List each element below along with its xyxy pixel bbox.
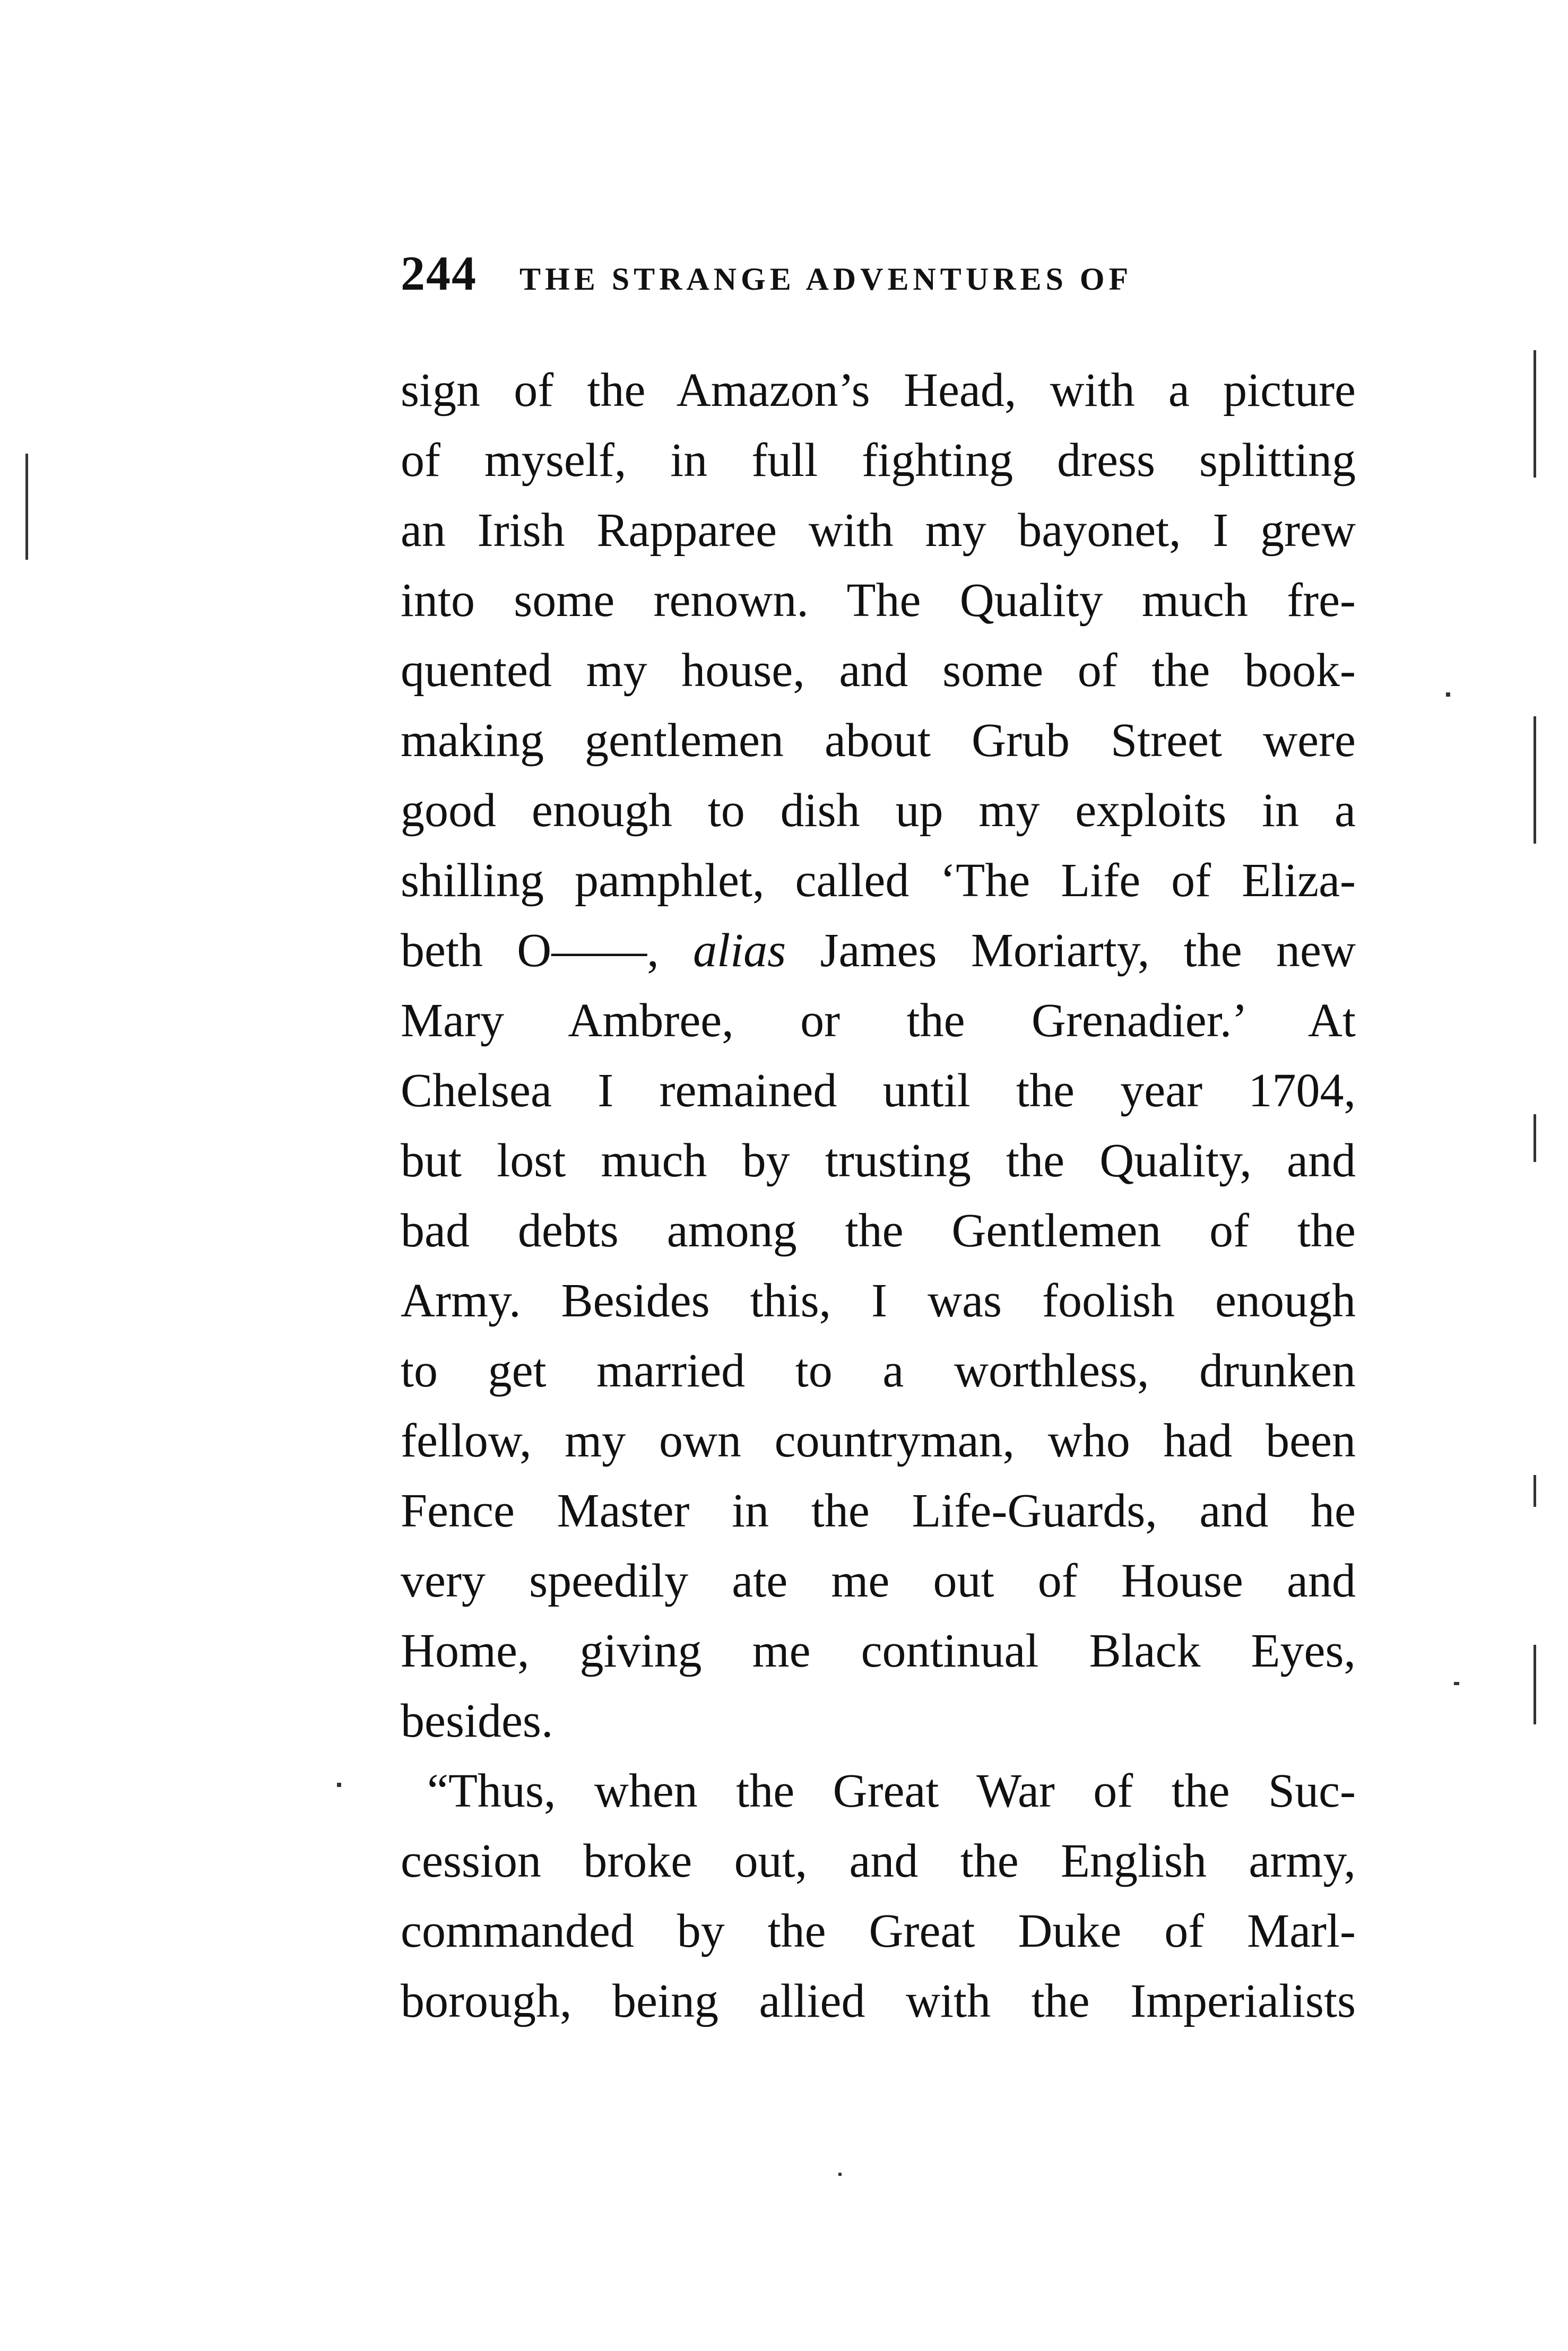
text-line: of myself, in full fighting dress splitting — [401, 434, 1356, 487]
text-line: but lost much by trusting the Quality, and — [401, 1134, 1356, 1187]
text-line: good enough to dish up my exploits in a — [401, 784, 1356, 837]
text-line: shilling pamphlet, called ‘The Life of Eliza- — [401, 854, 1356, 907]
scan-dot — [1454, 1682, 1459, 1685]
text-line: quented my house, and some of the book- — [401, 644, 1356, 697]
running-head: THE STRANGE ADVENTURES OF — [519, 262, 1133, 297]
page-number: 244 — [401, 246, 477, 300]
text-line: “Thus, when the Great War of the Suc- — [427, 1765, 1356, 1817]
text-line: commanded by the Great Duke of Marl- — [401, 1905, 1356, 1957]
text-line: to get married to a worthless, drunken — [401, 1344, 1356, 1397]
scan-mark — [1534, 1475, 1536, 1507]
text-line: fellow, my own countryman, who had been — [401, 1415, 1356, 1467]
text-line: Chelsea I remained until the year 1704, — [401, 1064, 1356, 1117]
scan-mark — [1534, 350, 1536, 478]
text-line: into some renown. The Quality much fre- — [401, 574, 1356, 627]
scan-mark — [1534, 1645, 1536, 1724]
text-line: bad debts among the Gentlemen of the — [401, 1204, 1356, 1257]
text-line: very speedily ate me out of House and — [401, 1555, 1356, 1607]
text-line: an Irish Rapparee with my bayonet, I grew — [401, 504, 1356, 557]
text-line: Army. Besides this, I was foolish enough — [401, 1274, 1356, 1327]
text-line: Home, giving me continual Black Eyes, — [401, 1625, 1356, 1677]
text-line: Fence Master in the Life-Guards, and he — [401, 1485, 1356, 1537]
text-line: cession broke out, and the English army, — [401, 1835, 1356, 1887]
scan-dot — [337, 1783, 341, 1787]
text-line: Mary Ambree, or the Grenadier.’ At — [401, 994, 1356, 1047]
italic-word: alias — [693, 924, 786, 977]
text-line: sign of the Amazon’s Head, with a picture — [401, 364, 1356, 417]
text-segment: James Moriarty, the new — [786, 924, 1356, 977]
text-line: besides. — [401, 1695, 553, 1747]
scan-mark — [25, 454, 28, 560]
page-header — [401, 245, 1132, 309]
scan-dot — [838, 2173, 842, 2176]
text-segment: beth O——, — [401, 924, 694, 977]
scan-mark — [1534, 716, 1536, 844]
text-line-with-italic — [401, 916, 1356, 986]
text-line: making gentlemen about Grub Street were — [401, 714, 1356, 767]
text-line: borough, being allied with the Imperialists — [401, 1975, 1356, 2027]
scan-dot — [1446, 692, 1450, 697]
body-text — [401, 355, 1356, 2036]
scan-mark — [1534, 1114, 1536, 1162]
